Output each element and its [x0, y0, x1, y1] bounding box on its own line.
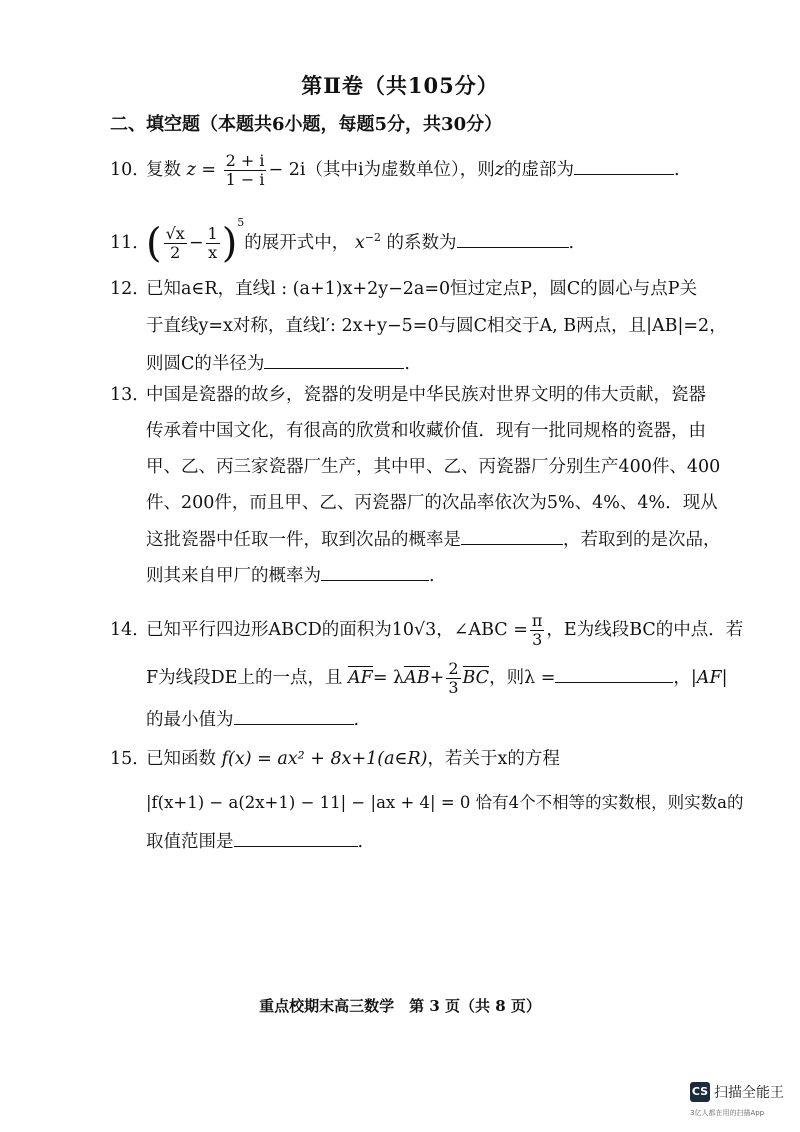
answer-blank[interactable] [457, 231, 569, 248]
question-12: 12．已知a∈R，直线l : (a+1)x+2y−2a=0恒过定点P，圆C的圆心与点P关 [110, 279, 698, 299]
page-title: 第Ⅱ卷（共105分） [301, 73, 499, 98]
answer-blank[interactable] [264, 352, 404, 369]
watermark-text: 扫描全能王 [714, 1085, 784, 1101]
fraction: $\frac{√x}{2}$ [165, 224, 185, 262]
question-15: 15．已知函数 f(x) = ax² + 8x+1(a∈R)，若关于x的方程 [110, 749, 560, 769]
answer-blank[interactable] [555, 666, 673, 683]
answer-blank[interactable] [234, 708, 354, 725]
page-footer: 重点校期末高三数学 第 3 页（共 8 页） [259, 997, 541, 1015]
fraction: $\frac{\pi}{3}$ [531, 611, 543, 649]
question-12-line3: 则圆C的半径为 . [146, 354, 410, 374]
camscanner-logo-icon: CS [690, 1082, 710, 1102]
question-13: 13．中国是瓷器的故乡，瓷器的发明是中华民族对世界文明的伟大贡献，瓷器 [110, 385, 706, 405]
section-heading: 二、填空题（本题共6小题，每题5分，共30分） [110, 114, 503, 135]
question-11: 11．( $\frac{√x}{2}$ − $\frac{1}{x}$ )$^5$的展开式中， $x^{-2}$ 的系数为 . [110, 216, 575, 267]
answer-blank[interactable] [234, 830, 358, 847]
fraction: $\frac{2 + i}{1 - i}$ [225, 151, 265, 189]
answer-blank[interactable] [461, 528, 563, 545]
answer-blank[interactable] [574, 158, 674, 175]
question-10: 10．复数 z = $\frac{2 + i}{1 - i}$ − 2i（其中i为虚数单位），则z的虚部为 . [110, 151, 680, 189]
watermark-subtext: 3亿人都在用的扫描App [690, 1109, 765, 1117]
question-14: 14．已知平行四边形ABCD的面积为10√3，∠ABC = $\frac{\pi}{3}$ ，E为线段BC的中点．若 [110, 611, 744, 649]
answer-blank[interactable] [321, 564, 429, 581]
question-number: 10． [110, 160, 150, 180]
fraction: $\frac{1}{x}$ [207, 224, 218, 262]
question-12-line2: 于直线y=x对称，直线l′: 2x+y−5=0与圆C相交于A, B两点，且|AB|=2， [146, 316, 727, 336]
